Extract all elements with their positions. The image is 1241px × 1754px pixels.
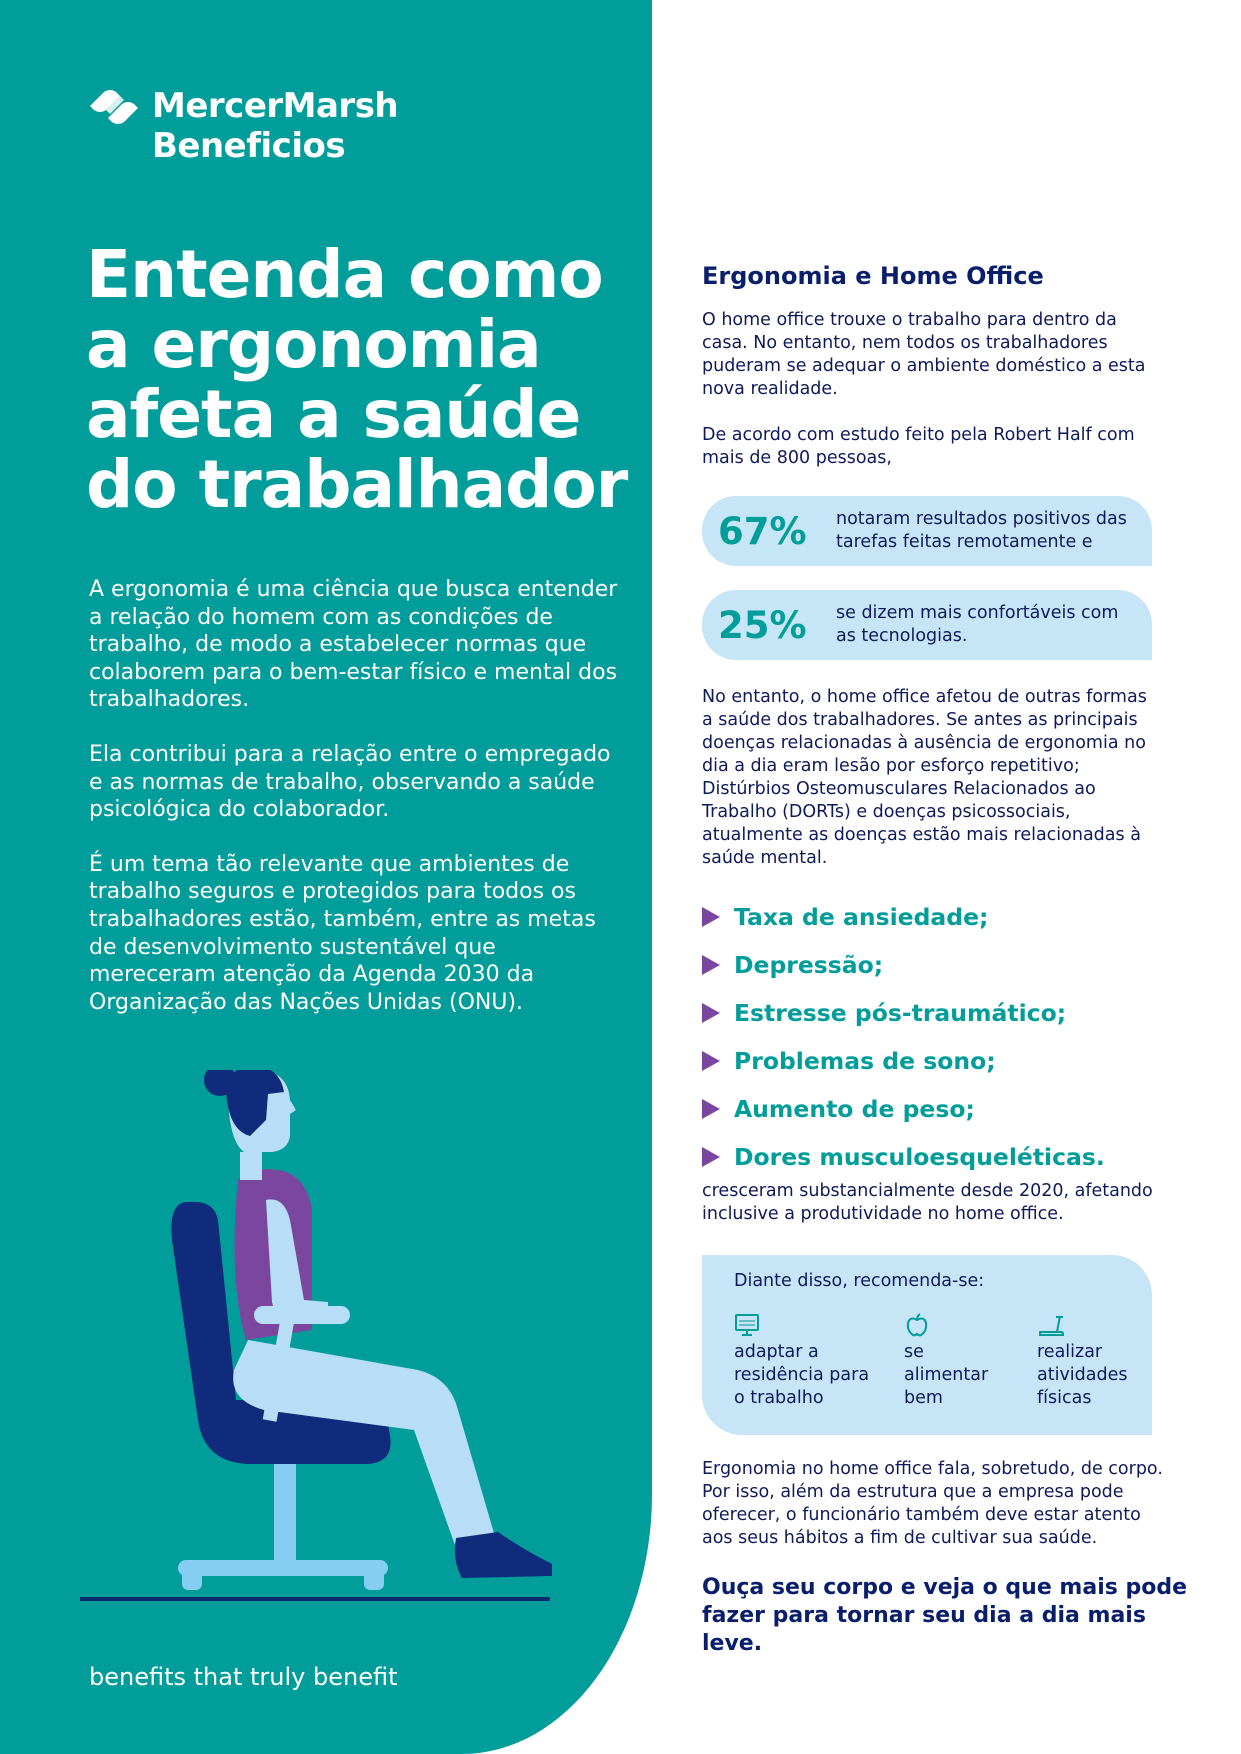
intro-text [89,576,619,1043]
intro-paragraph-1: A ergonomia é uma ciência que busca entender a relação do homem com as condições de trabalho, de modo a estabelecer normas que colaborem para o bem-estar físico e mental dos trabalhadores. [89,577,618,713]
brand-logo [86,86,398,166]
stat-card [702,590,1152,660]
recommendation-label: realizar atividades físicas [1037,1342,1128,1408]
mercer-logo-icon [86,88,142,126]
brand-name-line2: Beneficios [152,126,346,166]
stat-value: 25% [718,603,807,647]
list-item: Estresse pós-traumático; [702,989,1105,1037]
triangle-bullet-icon [702,1051,720,1071]
closing-statement: Ouça seu corpo e veja o que mais pode fazer para tornar seu dia a dia mais leve. [702,1575,1188,1656]
triangle-bullet-icon [702,1099,720,1119]
stat-text: notaram resultados positivos das tarefas feitas remotamente e [836,509,1127,552]
section-title: Ergonomia e Home Office [702,262,1044,290]
paragraph-body-care: Ergonomia no home office fala, sobretudo, de corpo. Por isso, além da estrutura que a empresa pode oferecer, o funcionário também deve estar atento aos seus hábitos a fim de cultivar sua saúde. [702,1459,1163,1548]
intro-paragraph-2: Ela contribui para a relação entre o empregado e as normas de trabalho, observando a saúde psicológica do colaborador. [89,741,611,823]
intro-paragraph-3: É um tema tão relevante que ambientes de trabalho seguros e protegidos para todos os trabalhadores estão, também, entre as metas de desenvolvimento sustentável que mereceram atenção da Agenda 2030 da Organização das Nações Unidas (ONU). [89,851,596,1015]
list-item: Problemas de sono; [702,1037,1105,1085]
page-title: Entenda como a ergonomia afeta a saúde do trabalhador [86,236,628,523]
stat-value: 67% [718,509,807,553]
paragraph-health-impact: No entanto, o home office afetou de outras formas a saúde dos trabalhadores. Se antes as principais doenças relacionadas à ausência de ergonomia no dia a dia eram lesão por esforço repetitivo; Distúrbios Osteomusculares Relacionados ao Trabalho (DORTs) e doenças psicossociais, atualmente as doenças estão mais relacionadas à saúde mental. [702,687,1147,868]
list-item: Aumento de peso; [702,1085,1105,1133]
recommendation-label: se alimentar bem [904,1342,989,1408]
brand-name-line1: MercerMarsh [152,86,399,126]
treadmill-icon [1037,1309,1065,1341]
triangle-bullet-icon [702,1003,720,1023]
triangle-bullet-icon [702,907,720,927]
triangle-bullet-icon [702,955,720,975]
recommendation-item [1037,1309,1147,1410]
paragraph-home-office: O home office trouxe o trabalho para dentro da casa. No entanto, nem todos os trabalhadores puderam se adequar o ambiente doméstico a esta nova realidade. [702,310,1146,399]
conditions-list [702,893,1105,1181]
stat-card [702,496,1152,566]
stat-text: se dizem mais confortáveis com as tecnologias. [836,603,1119,646]
brand-tagline: benefits that truly benefit [89,1663,398,1691]
paragraph-study: De acordo com estudo feito pela Robert Half com mais de 800 pessoas, [702,425,1135,468]
apple-icon [904,1309,930,1341]
recommendation-item [904,1309,1004,1410]
recommendation-label: adaptar a residência para o trabalho [734,1342,870,1408]
recommendation-title: Diante disso, recomenda-se: [734,1271,985,1291]
list-item: Taxa de ansiedade; [702,893,1105,941]
list-item: Depressão; [702,941,1105,989]
monitor-icon [734,1309,760,1341]
list-item: Dores musculoesqueléticas. [702,1133,1105,1181]
recommendation-item [734,1309,874,1410]
paragraph-growth: cresceram substancialmente desde 2020, afetando inclusive a produtividade no home office. [702,1181,1153,1224]
recommendation-box [702,1255,1152,1435]
seated-woman-illustration [78,1070,558,1610]
triangle-bullet-icon [702,1147,720,1167]
